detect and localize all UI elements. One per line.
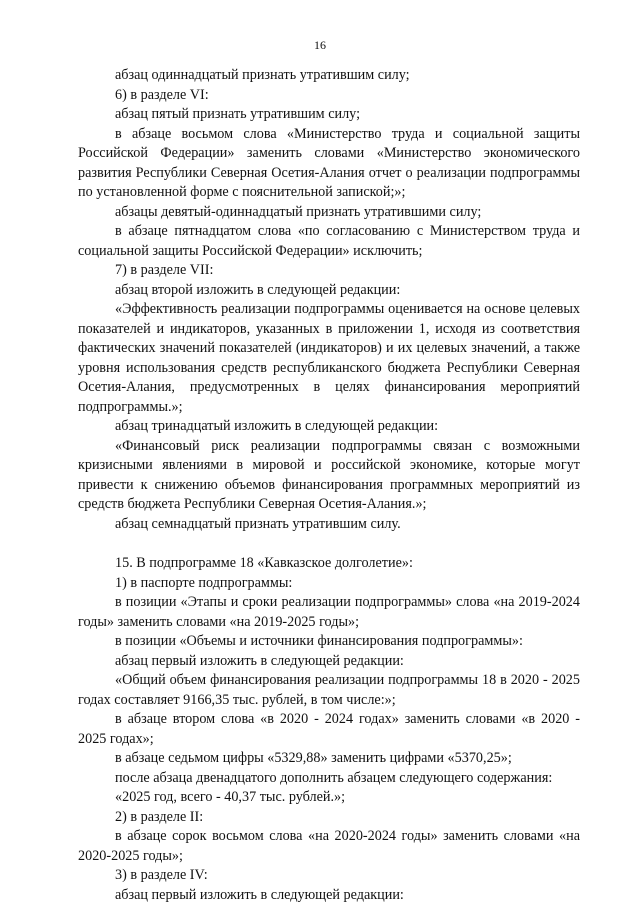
paragraph: абзац одиннадцатый признать утратившим силу; [115, 67, 410, 83]
paragraph: 1) в паспорте подпрограммы: [115, 574, 293, 591]
section-heading: 15. В подпрограмме 18 «Кавказское долголетие»: [115, 555, 413, 571]
paragraph: «2025 год, всего - 40,37 тыс. рублей.»; [115, 789, 346, 805]
page-number: 16 [314, 38, 326, 52]
paragraph: абзац тринадцатый изложить в следующей редакции: [115, 418, 439, 434]
paragraph: после абзаца двенадцатого дополнить абзацем следующего содержания: [115, 769, 553, 786]
paragraph: абзац второй изложить в следующей редакции: [115, 281, 401, 298]
paragraph: абзац семнадцатый признать утратившим силу. [115, 515, 401, 532]
paragraph: в позиции «Объемы и источники финансирования подпрограммы»: [115, 633, 523, 649]
paragraph: в абзаце восьмом слова «Министерство труда и социальной защиты Российской Федерации» заменить словами «Министерство экономического развития Республики Северная Осетия-Алания отчет о реализации подпрограммы по установленной форме с пояснительной запиской;»; [78, 125, 580, 200]
paragraph: в абзаце пятнадцатом слова «по согласованию с Министерством труда и социальной защиты Российской Федерации» исключить; [78, 223, 580, 259]
section-gap [78, 534, 580, 554]
paragraph: в абзаце втором слова «в 2020 - 2024 годах» заменить словами «в 2020 - 2025 годах»; [78, 711, 580, 747]
paragraph: 7) в разделе VII: [115, 262, 214, 278]
paragraph: абзац первый изложить в следующей редакции: [115, 652, 404, 669]
paragraph: «Общий объем финансирования реализации подпрограммы 18 в 2020 - 2025 годах составляет 9166,35 тыс. рублей, в том числе:»; [78, 672, 580, 708]
paragraph: в абзаце сорок восьмом слова «на 2020-2024 годы» заменить словами «на 2020-2025 годы»; [78, 828, 580, 864]
paragraph: «Финансовый риск реализации подпрограммы связан с возможными кризисными явлениями в мировой и российской экономике, которые могут привести к снижению объемов финансирования программных мероприятий из средств бюджета Республики Северная Осетия-Алания.»; [78, 437, 580, 512]
paragraph: абзацы девятый-одиннадцатый признать утратившими силу; [115, 203, 482, 220]
document-body [78, 66, 580, 905]
paragraph: «Эффективность реализации подпрограммы оценивается на основе целевых показателей и индикаторов, указанных в приложении 1, исходя из соответствия фактических значений показателей (индикаторов) и их целевых значений, а также уровня использования средств республиканского бюджета Республики Северная Осетия-Алания, предусмотренных в целях финансирования мероприятий подпрограммы.»; [78, 301, 580, 415]
paragraph: 3) в разделе IV: [115, 867, 208, 883]
paragraph: в абзаце седьмом цифры «5329,88» заменить цифрами «5370,25»; [115, 750, 512, 766]
paragraph: 6) в разделе VI: [115, 86, 209, 103]
paragraph: абзац пятый признать утратившим силу; [115, 106, 361, 122]
paragraph: абзац первый изложить в следующей редакции: [115, 886, 404, 903]
paragraph: в позиции «Этапы и сроки реализации подпрограммы» слова «на 2019-2024 годы» заменить словами «на 2019-2025 годы»; [78, 594, 580, 630]
paragraph: 2) в разделе II: [115, 808, 204, 825]
